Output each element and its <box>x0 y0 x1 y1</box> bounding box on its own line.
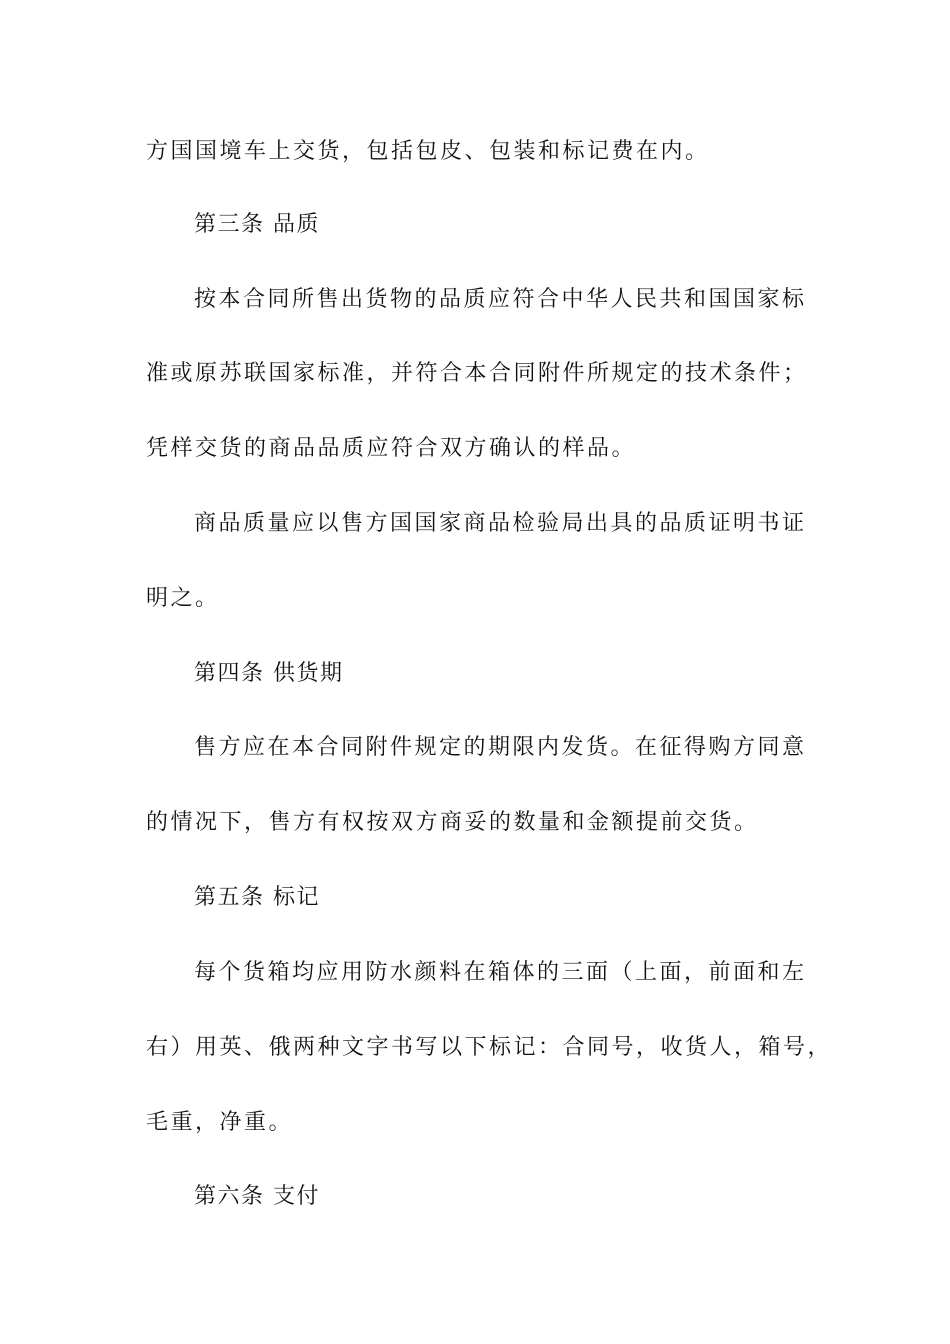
paragraph-line: 的情况下，售方有权按双方商妥的数量和金额提前交货。 <box>146 810 759 835</box>
paragraph-line: 右）用英、俄两种文字书写以下标记：合同号，收货人，箱号， <box>146 1035 833 1060</box>
article-5-heading: 第五条 标记 <box>194 885 320 910</box>
paragraph-line: 准或原苏联国家标准，并符合本合同附件所规定的技术条件； <box>146 361 808 386</box>
article-6-heading: 第六条 支付 <box>194 1184 320 1209</box>
paragraph-line: 售方应在本合同附件规定的期限内发货。在征得购方同意 <box>194 735 807 760</box>
paragraph-line: 毛重，净重。 <box>146 1110 294 1135</box>
paragraph-line: 每个货箱均应用防水颜料在箱体的三面（上面，前面和左 <box>194 960 807 985</box>
article-4-heading: 第四条 供货期 <box>194 661 344 686</box>
paragraph-line: 方国国境车上交货，包括包皮、包装和标记费在内。 <box>146 139 710 164</box>
paragraph-line: 明之。 <box>146 586 220 611</box>
paragraph-line: 凭样交货的商品品质应符合双方确认的样品。 <box>146 436 637 461</box>
article-3-heading: 第三条 品质 <box>194 212 320 237</box>
paragraph-line: 商品质量应以售方国国家商品检验局出具的品质证明书证 <box>194 511 807 536</box>
paragraph-line: 按本合同所售出货物的品质应符合中华人民共和国国家标 <box>194 287 807 312</box>
